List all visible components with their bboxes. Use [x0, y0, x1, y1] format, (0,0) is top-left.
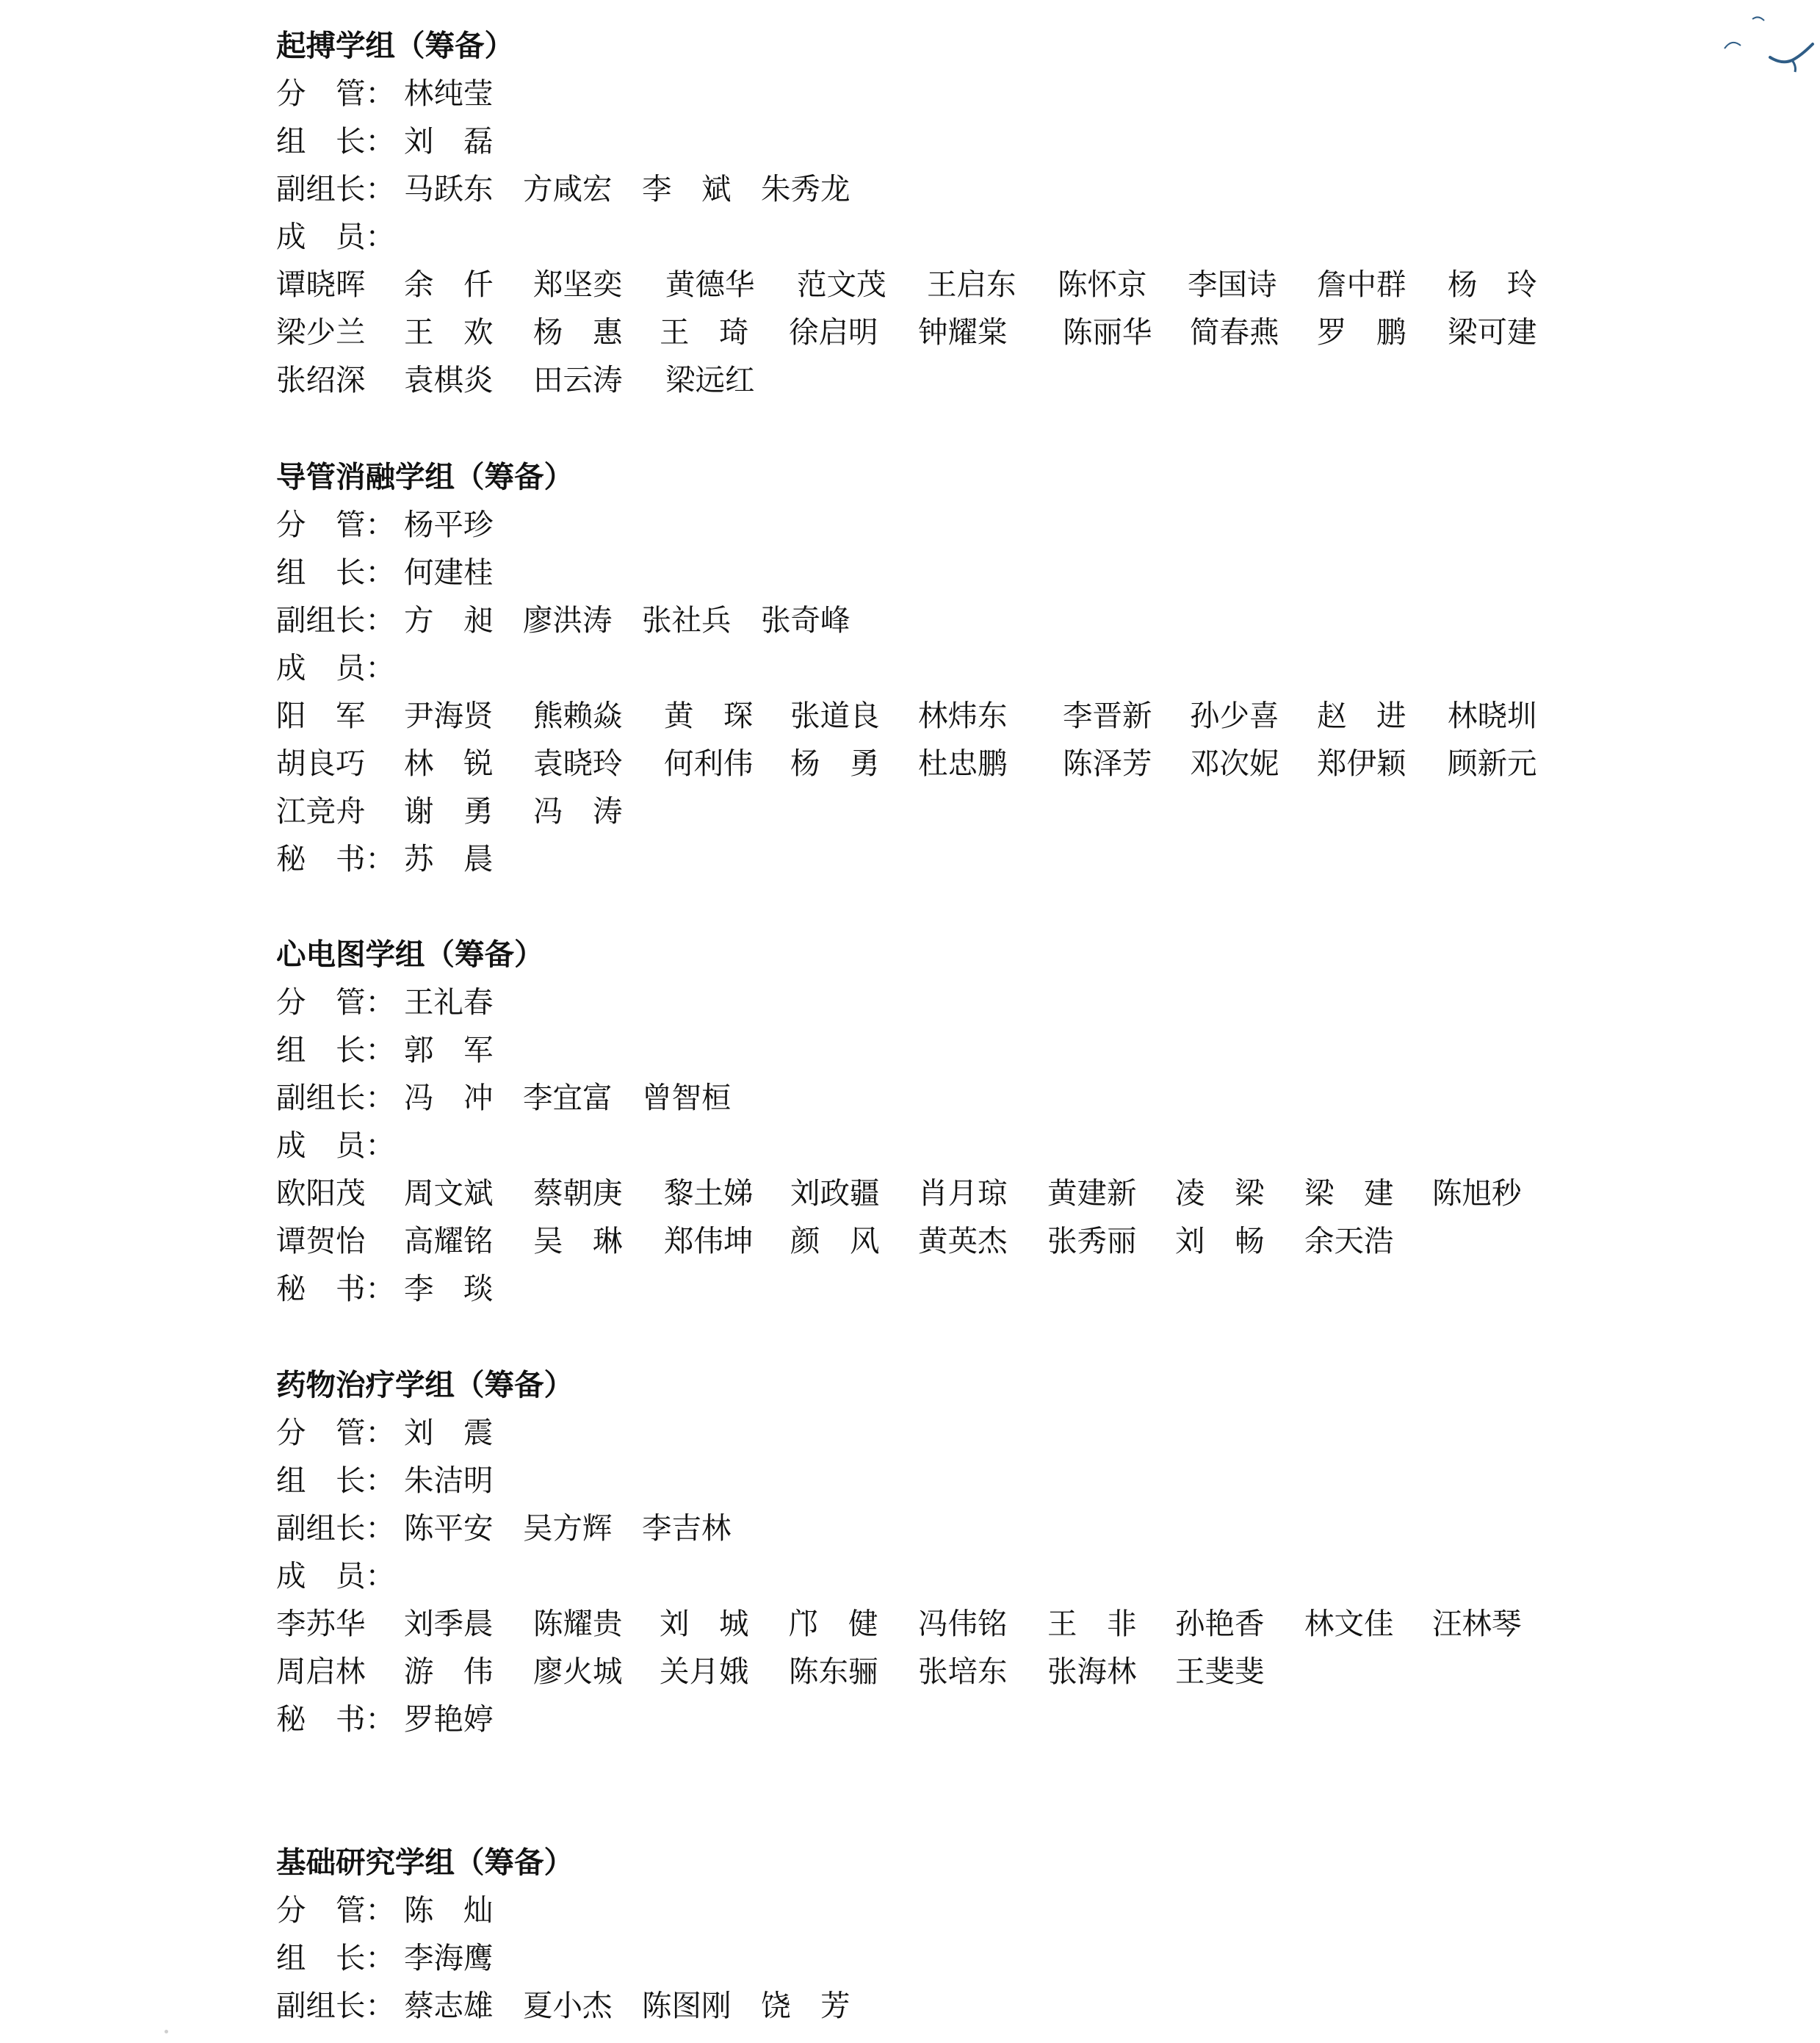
field-label: 组 长：: [276, 555, 395, 590]
member-name: 何利伟: [664, 746, 754, 781]
member-name: 胡良巧: [276, 746, 366, 781]
member-name: 梁可建: [1448, 314, 1537, 350]
field-label: 成 员：: [276, 1558, 395, 1593]
secretary-row: [0, 835, 1820, 883]
member-name: 阳 军: [276, 698, 366, 733]
field-value: 杨平珍: [404, 507, 494, 542]
member-name: 范文茂: [797, 267, 886, 302]
field-row: [0, 597, 1820, 644]
field-label: 组 长：: [276, 1032, 395, 1067]
member-name: 陈旭秒: [1432, 1175, 1522, 1211]
field-value: 朱洁明: [404, 1463, 494, 1498]
member-name: 孙艳香: [1175, 1606, 1265, 1641]
field-value: 郭 军: [404, 1032, 494, 1067]
field-row: [0, 70, 1820, 118]
member-name: 简春燕: [1190, 314, 1279, 350]
secretary-row: [0, 1696, 1820, 1743]
member-name: 陈泽芳: [1063, 746, 1152, 781]
field-value: 王礼春: [404, 984, 494, 1020]
member-name: 余 仟: [404, 267, 494, 302]
field-row: [0, 1552, 1820, 1600]
field-row: [0, 1982, 1820, 2030]
field-label: 分 管：: [276, 76, 395, 111]
member-name: 杜忠鹏: [918, 746, 1008, 781]
secretary-label: 秘 书：: [276, 841, 395, 876]
field-label: 组 长：: [276, 1940, 395, 1975]
member-name: 张培东: [918, 1654, 1008, 1689]
member-row: [0, 1217, 1820, 1265]
member-name: 王启东: [927, 267, 1016, 302]
member-name: 汪林琴: [1432, 1606, 1522, 1641]
member-name: 张秀丽: [1047, 1223, 1137, 1258]
member-name: 袁晓玲: [533, 746, 623, 781]
member-name: 刘 畅: [1175, 1223, 1265, 1258]
member-name: 高耀铭: [404, 1223, 494, 1258]
secretary-value: 苏 晨: [404, 841, 494, 876]
member-row: [0, 740, 1820, 788]
member-row: [0, 692, 1820, 740]
member-row: [0, 1648, 1820, 1696]
member-name: 周文斌: [404, 1175, 494, 1211]
field-row: [0, 644, 1820, 692]
member-name: 陈丽华: [1063, 314, 1152, 350]
field-row: [0, 1074, 1820, 1122]
member-name: 林炜东: [918, 698, 1008, 733]
member-name: 谢 勇: [404, 793, 494, 829]
field-label: 组 长：: [276, 1463, 395, 1498]
member-name: 黄英杰: [918, 1223, 1008, 1258]
member-name: 王 欢: [404, 314, 494, 350]
group-title: [0, 22, 1820, 70]
member-name: 陈东骊: [789, 1654, 878, 1689]
member-name: 陈怀京: [1058, 267, 1147, 302]
field-value: 方 昶 廖洪涛 张社兵 张奇峰: [404, 602, 851, 638]
member-name: 王 琦: [660, 314, 749, 350]
group-title-text: 基础研究学组（筹备）: [276, 1845, 574, 1880]
member-name: 余天浩: [1304, 1223, 1394, 1258]
member-name: 吴 琳: [533, 1223, 623, 1258]
field-label: 分 管：: [276, 507, 395, 542]
field-label: 副组长：: [276, 602, 395, 638]
field-value: 冯 冲 李宜富 曾智桓: [404, 1080, 732, 1115]
field-value: 马跃东 方咸宏 李 斌 朱秀龙: [404, 171, 851, 206]
member-name: 徐启明: [789, 314, 878, 350]
field-row: [0, 1457, 1820, 1505]
member-name: 郑坚奕: [533, 267, 623, 302]
field-value: 林纯莹: [404, 76, 494, 111]
field-label: 成 员：: [276, 1128, 395, 1163]
group-title-text: 药物治疗学组（筹备）: [276, 1367, 574, 1402]
member-name: 王斐斐: [1175, 1654, 1265, 1689]
member-name: 周启林: [276, 1654, 366, 1689]
member-name: 梁远红: [665, 362, 755, 397]
member-name: 张绍深: [276, 362, 366, 397]
member-name: 关月娥: [660, 1654, 749, 1689]
group-section: [0, 22, 1820, 404]
member-name: 罗 鹏: [1317, 314, 1406, 350]
member-row: [0, 261, 1820, 309]
field-label: 成 员：: [276, 219, 395, 254]
field-value: 李海鹰: [404, 1940, 494, 1975]
member-name: 刘季晨: [404, 1606, 494, 1641]
member-name: 李国诗: [1188, 267, 1277, 302]
member-name: 尹海贤: [404, 698, 494, 733]
member-name: 肖月琼: [918, 1175, 1008, 1211]
member-name: 詹中群: [1317, 267, 1406, 302]
group-section: [0, 453, 1820, 883]
group-title-text: 导管消融学组（筹备）: [276, 459, 574, 494]
secretary-row: [0, 1265, 1820, 1313]
member-name: 刘政疆: [790, 1175, 880, 1211]
group-title-text: 起搏学组（筹备）: [276, 28, 514, 63]
member-name: 杨 勇: [790, 746, 880, 781]
field-value: 陈平安 吴方辉 李吉林: [404, 1510, 732, 1546]
field-value: 刘 磊: [404, 123, 494, 159]
member-name: 颜 风: [790, 1223, 880, 1258]
field-label: 副组长：: [276, 171, 395, 206]
member-name: 谭贺怡: [276, 1223, 366, 1258]
member-name: 冯 涛: [533, 793, 623, 829]
member-name: 李晋新: [1063, 698, 1152, 733]
member-name: 邓次妮: [1190, 746, 1279, 781]
member-name: 郑伊颖: [1317, 746, 1406, 781]
field-label: 副组长：: [276, 1988, 395, 2023]
field-row: [0, 501, 1820, 549]
member-name: 江竞舟: [276, 793, 366, 829]
member-name: 张道良: [790, 698, 880, 733]
member-name: 钟耀棠: [918, 314, 1008, 350]
group-title-text: 心电图学组（筹备）: [276, 937, 544, 972]
member-row: [0, 1170, 1820, 1217]
member-name: 廖火城: [533, 1654, 623, 1689]
member-name: 梁 建: [1304, 1175, 1394, 1211]
member-name: 王 非: [1047, 1606, 1137, 1641]
member-name: 李苏华: [276, 1606, 366, 1641]
member-row: [0, 356, 1820, 404]
field-row: [0, 1026, 1820, 1074]
member-name: 林晓圳: [1448, 698, 1537, 733]
member-name: 顾新元: [1448, 746, 1537, 781]
secretary-value: 罗艳婷: [404, 1701, 494, 1737]
member-name: 林文佳: [1304, 1606, 1394, 1641]
field-label: 副组长：: [276, 1080, 395, 1115]
member-name: 孙少喜: [1190, 698, 1279, 733]
field-label: 成 员：: [276, 650, 395, 685]
secretary-label: 秘 书：: [276, 1271, 395, 1306]
field-value: 何建桂: [404, 555, 494, 590]
field-row: [0, 213, 1820, 261]
member-row: [0, 788, 1820, 835]
field-label: 分 管：: [276, 1892, 395, 1928]
field-row: [0, 549, 1820, 597]
field-label: 副组长：: [276, 1510, 395, 1546]
field-row: [0, 979, 1820, 1026]
field-label: 分 管：: [276, 1415, 395, 1450]
member-name: 蔡朝庚: [533, 1175, 623, 1211]
field-value: 蔡志雄 夏小杰 陈图刚 饶 芳: [404, 1988, 851, 2023]
member-name: 赵 进: [1317, 698, 1406, 733]
secretary-label: 秘 书：: [276, 1701, 395, 1737]
member-name: 陈耀贵: [533, 1606, 623, 1641]
field-row: [0, 118, 1820, 165]
member-name: 林 锐: [404, 746, 494, 781]
member-name: 梁少兰: [276, 314, 366, 350]
group-section: [0, 1839, 1820, 2030]
member-name: 杨 玲: [1448, 267, 1537, 302]
member-name: 黄德华: [665, 267, 755, 302]
member-name: 袁棋炎: [404, 362, 494, 397]
speck-decoration: [165, 2030, 168, 2033]
field-label: 分 管：: [276, 984, 395, 1020]
field-row: [0, 165, 1820, 213]
field-value: 陈 灿: [404, 1892, 494, 1928]
member-row: [0, 309, 1820, 356]
member-name: 张海林: [1047, 1654, 1137, 1689]
field-value: 刘 震: [404, 1415, 494, 1450]
member-name: 冯伟铭: [918, 1606, 1008, 1641]
member-name: 游 伟: [404, 1654, 494, 1689]
field-row: [0, 1505, 1820, 1552]
member-name: 郑伟坤: [664, 1223, 754, 1258]
field-label: 组 长：: [276, 123, 395, 159]
member-name: 熊赖焱: [533, 698, 623, 733]
group-section: [0, 1361, 1820, 1743]
member-name: 邝 健: [789, 1606, 878, 1641]
member-name: 杨 惠: [533, 314, 623, 350]
group-title: [0, 931, 1820, 979]
group-title: [0, 1839, 1820, 1887]
member-name: 田云涛: [533, 362, 623, 397]
member-name: 黎土娣: [664, 1175, 754, 1211]
member-row: [0, 1600, 1820, 1648]
secretary-value: 李 琰: [404, 1271, 494, 1306]
group-title: [0, 453, 1820, 501]
field-row: [0, 1887, 1820, 1934]
member-name: 谭晓晖: [276, 267, 366, 302]
field-row: [0, 1122, 1820, 1170]
field-row: [0, 1934, 1820, 1982]
member-name: 凌 梁: [1175, 1175, 1265, 1211]
group-title: [0, 1361, 1820, 1409]
member-name: 欧阳茂: [276, 1175, 366, 1211]
member-name: 黄建新: [1047, 1175, 1137, 1211]
group-section: [0, 931, 1820, 1313]
member-name: 黄 琛: [664, 698, 754, 733]
member-name: 刘 城: [660, 1606, 749, 1641]
field-row: [0, 1409, 1820, 1457]
